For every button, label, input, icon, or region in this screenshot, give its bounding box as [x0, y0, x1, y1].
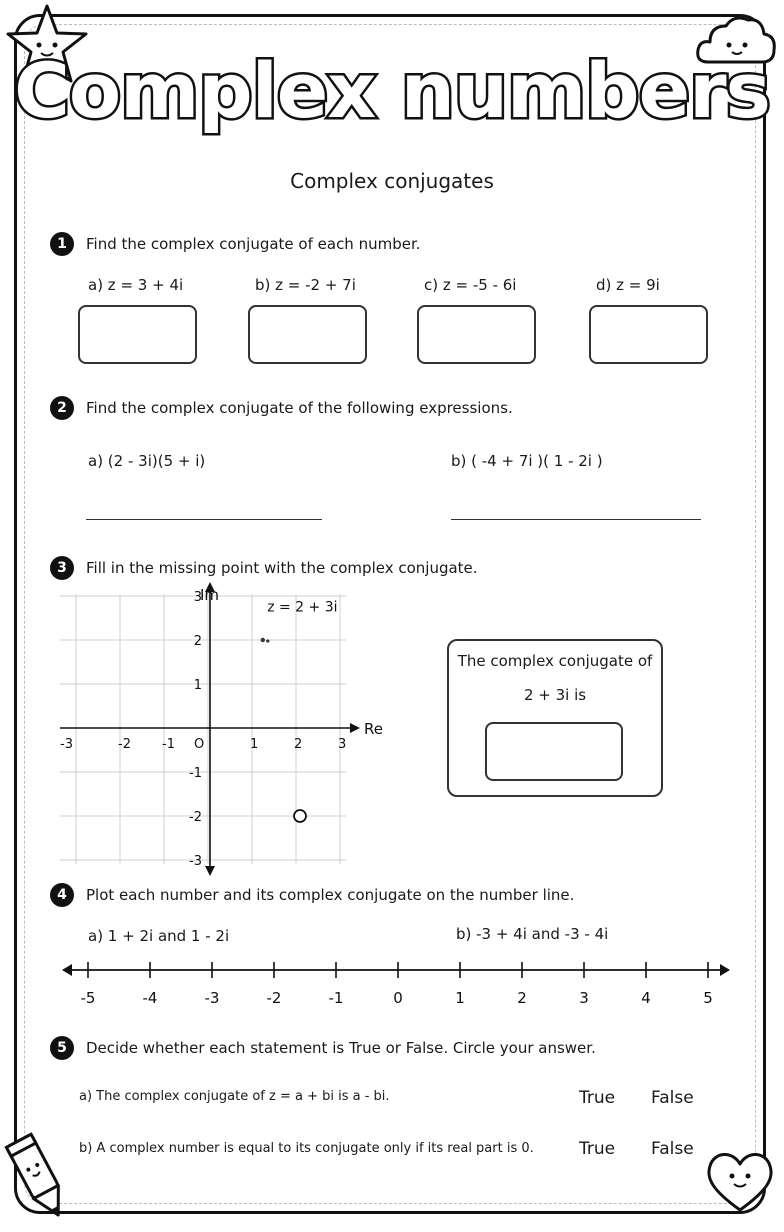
q2-item-a: a) (2 - 3i)(5 + i) [88, 452, 206, 470]
page-title: Complex numbers [14, 46, 770, 135]
y-tick-label: 2 [193, 634, 202, 649]
number-line-tick-label: 4 [641, 989, 651, 1007]
plane-ticks [60, 590, 346, 869]
axis-re-label: Re [364, 720, 383, 738]
imaginary-axis-arrow-down [205, 866, 215, 876]
question-4-number: 4 [50, 883, 74, 907]
number-line-arrow-right [720, 964, 730, 976]
q2-item-b: b) ( -4 + 7i )( 1 - 2i ) [451, 452, 603, 470]
y-tick-label: -2 [189, 810, 202, 825]
x-tick-label: O [194, 737, 205, 752]
q1-answer-box-c[interactable] [417, 305, 536, 364]
number-line-tick-label: 0 [393, 989, 403, 1007]
point-marker [261, 638, 265, 642]
x-tick-label: 1 [250, 737, 259, 752]
q1-item-a: a) z = 3 + 4i [88, 276, 184, 294]
number-line-tick-label: -4 [142, 989, 158, 1007]
q1-item-c: c) z = -5 - 6i [424, 276, 517, 294]
point-marker-dot [266, 639, 269, 642]
number-line-tick-label: -1 [328, 989, 344, 1007]
question-1-prompt: Find the complex conjugate of each number. [86, 235, 421, 253]
q1-item-b: b) z = -2 + 7i [255, 276, 356, 294]
q1-answer-box-d[interactable] [589, 305, 708, 364]
pencil-icon [2, 1128, 74, 1226]
real-axis-arrow [350, 723, 360, 733]
number-line-axis [62, 964, 730, 976]
x-tick-label: -2 [118, 737, 131, 752]
panel-line-1: The complex conjugate of [457, 652, 653, 670]
number-line-tick-label: -5 [80, 989, 96, 1007]
x-tick-label: 3 [338, 737, 347, 752]
number-line-tick-label: 2 [517, 989, 527, 1007]
number-line-tick-label: -2 [266, 989, 282, 1007]
question-2-number: 2 [50, 396, 74, 420]
q4-item-a: a) 1 + 2i and 1 - 2i [88, 927, 230, 945]
statement-b-true[interactable]: True [579, 1139, 616, 1159]
plane-axes [60, 582, 360, 876]
q4-item-b: b) -3 + 4i and -3 - 4i [456, 925, 609, 943]
complex-plane[interactable] [60, 580, 390, 880]
question-3-prompt: Fill in the missing point with the complex conjugate. [86, 559, 478, 577]
statement-a: a) The complex conjugate of z = a + bi is a - bi. [79, 1089, 390, 1104]
y-tick-label: -1 [189, 766, 202, 781]
y-tick-label: -3 [189, 854, 202, 869]
number-line-tick-label: 5 [703, 989, 713, 1007]
question-5-prompt: Decide whether each statement is True or False. Circle your answer. [86, 1039, 596, 1057]
y-tick-label: 3 [193, 590, 202, 605]
statement-b: b) A complex number is equal to its conjugate only if its real part is 0. [79, 1141, 534, 1156]
point-label: z = 2 + 3i [267, 599, 338, 616]
x-tick-label: -1 [162, 737, 175, 752]
number-line-ticks [81, 962, 713, 1007]
question-3-number: 3 [50, 556, 74, 580]
panel-line-2: 2 + 3i is [523, 686, 587, 704]
q2-answer-line-b[interactable] [451, 519, 701, 520]
q2-answer-line-a[interactable] [86, 519, 322, 520]
statement-b-false[interactable]: False [651, 1139, 694, 1159]
question-5-number: 5 [50, 1036, 74, 1060]
page-subtitle: Complex conjugates [290, 169, 494, 193]
number-line-tick-label: -3 [204, 989, 220, 1007]
number-line-arrow-left [62, 964, 72, 976]
missing-point-marker [294, 810, 306, 822]
question-1-number: 1 [50, 232, 74, 256]
plane-grid [60, 594, 346, 864]
question-2-prompt: Find the complex conjugate of the following expressions. [86, 399, 513, 417]
y-tick-label: 1 [193, 678, 202, 693]
q1-answer-box-b[interactable] [248, 305, 367, 364]
x-tick-label: 2 [294, 737, 303, 752]
number-line-tick-label: 3 [579, 989, 589, 1007]
question-4-prompt: Plot each number and its complex conjugate on the number line. [86, 886, 575, 904]
q1-item-d: d) z = 9i [596, 276, 660, 294]
number-line[interactable] [58, 952, 738, 1012]
heart-icon [702, 1146, 778, 1216]
statement-a-false[interactable]: False [651, 1088, 694, 1108]
number-line-tick-label: 1 [455, 989, 465, 1007]
axis-im-label: Im [200, 586, 220, 604]
x-tick-label: -3 [60, 737, 73, 752]
q1-answer-box-a[interactable] [78, 305, 197, 364]
statement-a-true[interactable]: True [579, 1088, 616, 1108]
plane-points [261, 638, 306, 822]
q3-answer-box[interactable] [485, 722, 623, 781]
